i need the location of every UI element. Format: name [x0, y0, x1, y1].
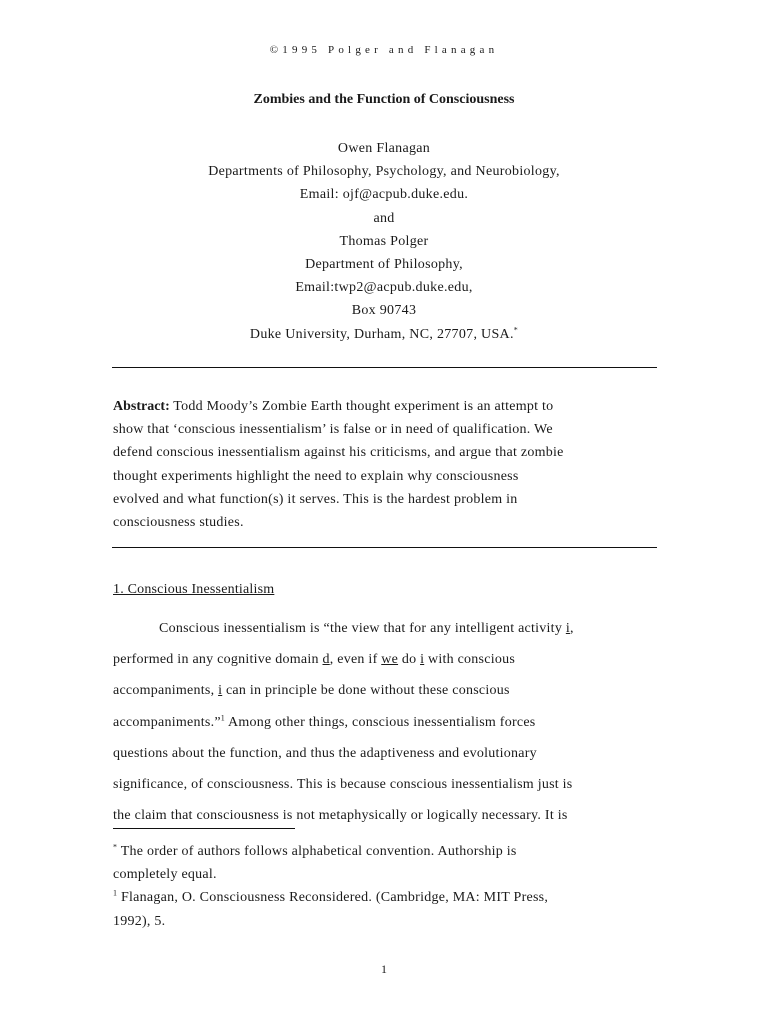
body-line	[113, 613, 658, 644]
section-body	[113, 613, 658, 831]
body-line: questions about the function, and thus the adaptiveness and evolutionary	[113, 745, 537, 761]
abstract-line: thought experiments highlight the need to explain why consciousness	[113, 468, 519, 484]
italic-var: d	[322, 652, 330, 668]
abstract-line: consciousness studies.	[113, 515, 244, 531]
author-line: Email:twp2@acpub.duke.edu,	[295, 280, 473, 296]
author-line: Department of Philosophy,	[305, 257, 463, 273]
author-line: Email: ojf@acpub.duke.edu.	[299, 187, 469, 203]
body-text: with conscious	[424, 652, 516, 668]
body-text: do	[398, 652, 421, 668]
footnote-marker: 1	[113, 888, 118, 898]
author-line: Departments of Philosophy, Psychology, and Neurobiology,	[208, 164, 560, 180]
body-line: the claim that consciousness is not metaphysically or logically necessary. It is	[113, 808, 568, 824]
footnote-text: The order of authors follows alphabetical convention. Authorship is	[117, 844, 517, 859]
body-text: accompaniments,	[113, 683, 219, 699]
italic-var: i	[218, 683, 223, 699]
footnotes	[113, 840, 658, 933]
body-text: performed in any cognitive domain	[113, 652, 323, 668]
footnote-rule	[113, 828, 295, 829]
section-heading: 1. Conscious Inessentialism	[113, 582, 275, 597]
footnote-marker: *	[513, 324, 519, 334]
page-number: 1	[381, 962, 387, 976]
author-line: Owen Flanagan	[337, 141, 431, 156]
abstract-line: defend conscious inessentialism against his criticisms, and argue that zombie	[113, 445, 564, 461]
body-line	[113, 675, 658, 706]
author-line: Box 90743	[351, 303, 417, 319]
author-line: Thomas Polger	[339, 233, 429, 249]
italic-var: i	[565, 621, 570, 636]
body-text: Conscious inessentialism is “the view that for any intelligent activity	[159, 621, 566, 636]
address-text: Duke University, Durham, NC, 27707, USA.	[249, 326, 514, 342]
body-text: Among other things, conscious inessentialism forces	[225, 714, 536, 730]
abstract-line: evolved and what function(s) it serves. This is the hardest problem in	[113, 491, 518, 507]
emphasis: we	[381, 652, 399, 668]
abstract-line: show that ‘conscious inessentialism’ is false or in need of qualification. We	[113, 422, 553, 438]
footnote-line	[113, 886, 658, 909]
body-line	[113, 707, 658, 738]
abstract-bottom-rule	[112, 547, 657, 548]
author-block	[0, 137, 768, 346]
abstract-top-rule	[112, 367, 657, 368]
abstract-text: Todd Moody’s Zombie Earth thought experiment is an attempt to	[169, 399, 554, 414]
footnote-text: Flanagan, O. Consciousness Reconsidered. (Cambridge, MA: MIT Press,	[117, 890, 549, 906]
copyright-header: ©1995 Polger and Flanagan	[269, 44, 499, 56]
author-line: and	[373, 210, 395, 226]
footnote-line	[113, 840, 658, 863]
body-text: ,	[569, 621, 574, 636]
body-text: can in principle be done without these conscious	[222, 683, 510, 699]
body-line: significance, of consciousness. This is because conscious inessentialism just is	[113, 777, 573, 793]
footnote-line: 1992), 5.	[113, 913, 166, 929]
abstract-line	[113, 395, 658, 418]
abstract	[113, 395, 658, 534]
author-address	[0, 323, 768, 346]
abstract-label: Abstract:	[113, 399, 170, 414]
footnote-line: completely equal.	[113, 867, 217, 883]
footnote-marker: *	[113, 842, 118, 852]
italic-var: i	[420, 652, 425, 668]
body-line	[113, 644, 658, 675]
paper-title: Zombies and the Function of Consciousness	[253, 92, 515, 107]
footnote-marker: 1	[220, 712, 226, 722]
body-text: accompaniments.”	[113, 714, 221, 730]
body-text: , even if	[329, 652, 382, 668]
